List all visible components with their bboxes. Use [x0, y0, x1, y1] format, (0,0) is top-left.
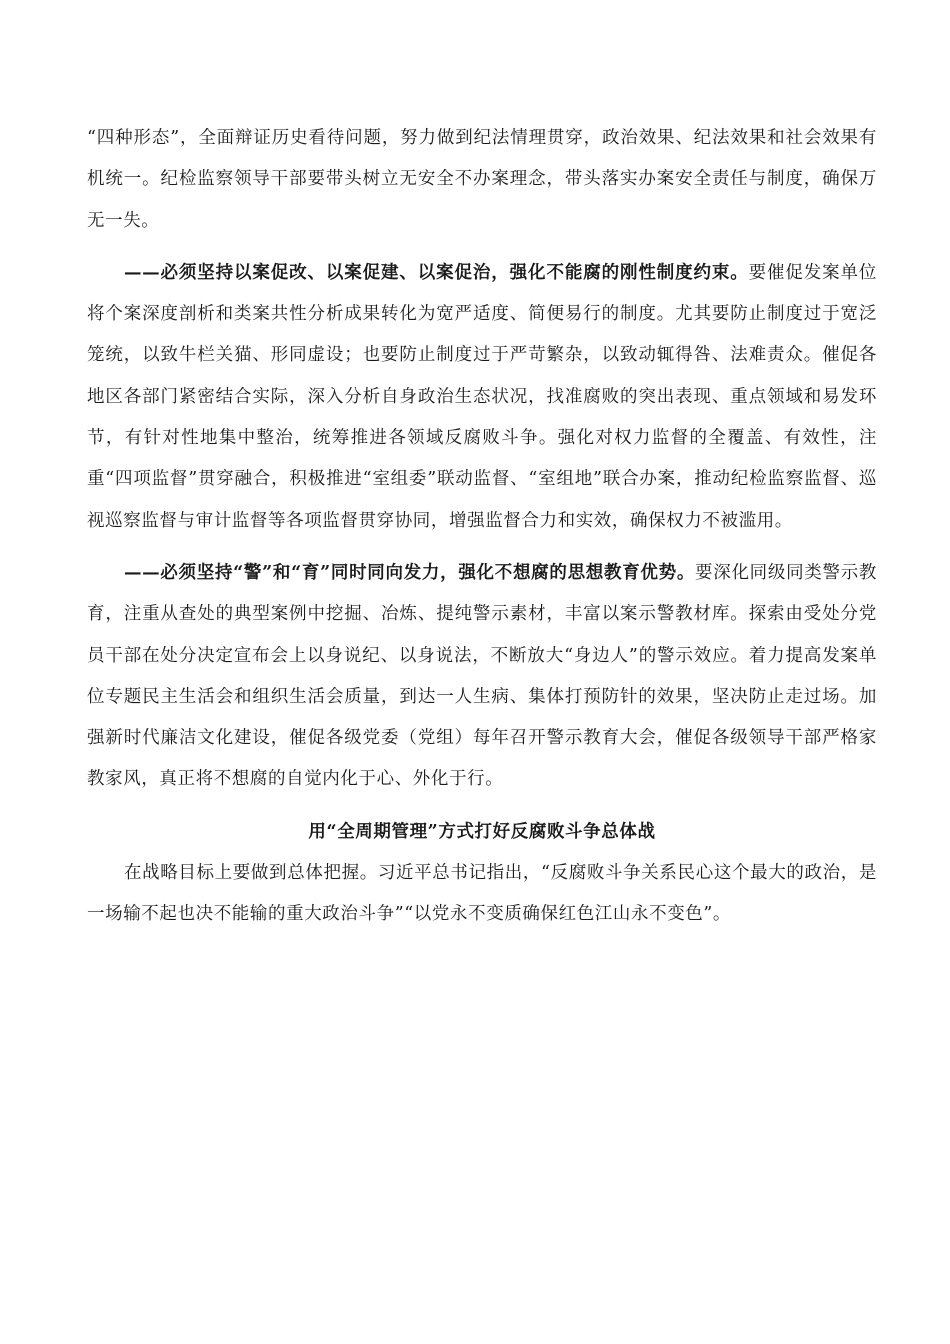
- paragraph-text: 在战略目标上要做到总体把握。习近平总书记指出，“反腐败斗争关系民心这个最大的政治，是一场输不起也决不能输的重大政治斗争”“以党永不变质确保红色江山永不变色”。: [87, 863, 877, 925]
- paragraph-lead-heading: ——必须坚持以案促改、以案促建、以案促治，强化不能腐的刚性制度约束。: [124, 262, 749, 283]
- paragraph-lead-heading: ——必须坚持“警”和“育”同时同向发力，强化不想腐的思想教育优势。: [124, 562, 696, 583]
- paragraph-warning-education: [87, 553, 877, 801]
- paragraph-text: 要深化同级同类警示教育，注重从查处的典型案例中挖掘、冶炼、提纯警示素材，丰富以案示警教材库。探索由受处分党员干部在处分决定宣布会上以身说纪、以身说法，不断放大“身边人”的警示效应。着力提高发案单位专题民主生活会和组织生活会质量，到达一人生病、集体打预防针的效果，坚决防止走过场。加强新时代廉洁文化建设，催促各级党委（党组）每年召开警示教育大会，催促各级领导干部严格家教家风，真正将不想腐的自觉内化于心、外化于行。: [87, 562, 878, 790]
- paragraph-strategic-goal: [87, 853, 877, 936]
- paragraph-institutional-constraints: [87, 253, 877, 542]
- paragraph-text: “四种形态”，全面辩证历史看待问题，努力做到纪法情理贯穿，政治效果、纪法效果和社会效果有机统一。纪检监察领导干部要带头树立无安全不办案理念，带头落实办案安全责任与制度，确保万无一失。: [87, 128, 877, 231]
- paragraph-text: 要催促发案单位将个案深度剖析和类案共性分析成果转化为宽严适度、简便易行的制度。尤其要防止制度过于宽泛笼统，以致牛栏关猫、形同虚设；也要防止制度过于严苛繁杂，以致动辄得咎、法难责众。催促各地区各部门紧密结合实际，深入分析自身政治生态状况，找准腐败的突出表现、重点领域和易发环节，有针对性地集中整治，统筹推进各领域反腐败斗争。强化对权力监督的全覆盖、有效性，注重“四项监督”贯穿融合，积极推进“室组委”联动监督、“室组地”联合办案，推动纪检监察监督、巡视巡察监督与审计监督等各项监督贯穿协同，增强监督合力和实效，确保权力不被滥用。: [87, 262, 878, 531]
- paragraph-continuation: [87, 118, 877, 242]
- section-heading: 用“全周期管理”方式打好反腐败斗争总体战: [308, 821, 656, 842]
- document-body: [87, 118, 877, 936]
